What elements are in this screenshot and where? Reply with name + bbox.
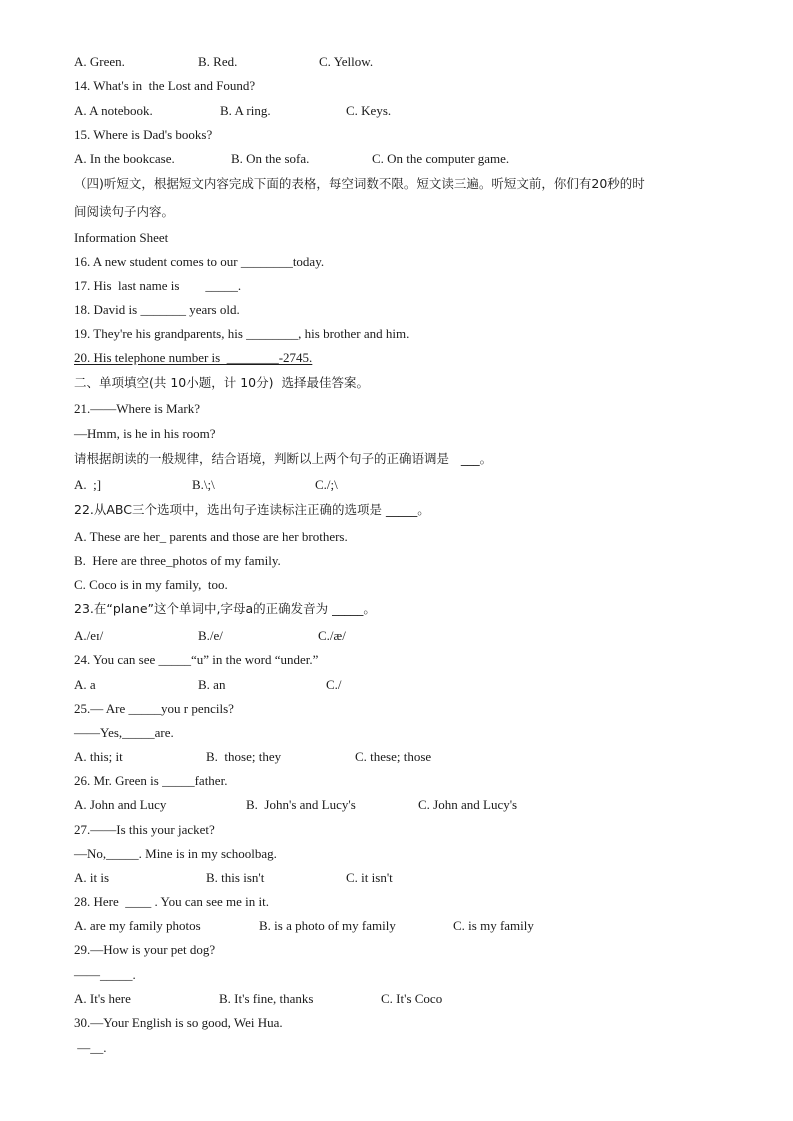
q30-reply: —__.	[74, 1040, 107, 1055]
q13-option-c: C. Yellow.	[319, 54, 374, 69]
q23-question: 23.在“plane”这个单词中,字母a的正确发音为 _____。	[74, 601, 376, 616]
q21-instruction: 请根据朗读的一般规律，结合语境，判断以上两个句子的正确语调是 ___。	[74, 451, 493, 466]
q28-question: 28. Here ____ . You can see me in it.	[74, 894, 269, 909]
q29-reply: ——_____.	[74, 967, 136, 982]
q28-option-c: C. is my family	[453, 918, 534, 933]
q24-option-c: C./	[326, 677, 342, 692]
q25-reply: ——Yes,_____are.	[74, 725, 174, 740]
q21-question: 21.——Where is Mark?	[74, 401, 200, 416]
q28-option-a: A. are my family photos	[74, 918, 201, 933]
part2-heading: 二、单项填空(共 10小题，计 10分) 选择最佳答案。	[74, 375, 369, 390]
q26-question: 26. Mr. Green is _____father.	[74, 773, 228, 788]
q13-option-b: B. Red.	[198, 54, 238, 69]
q25-question: 25.— Are _____you r pencils?	[74, 701, 234, 716]
q21-option-c: C./;\	[315, 477, 338, 492]
q13-option-a: A. Green.	[74, 54, 125, 69]
information-sheet-title: Information Sheet	[74, 230, 169, 245]
q25-option-b: B. those; they	[206, 749, 282, 764]
section4-instructions: （四)听短文，根据短文内容完成下面的表格，每空词数不限。短文读三遍。听短文前，你们有20秒的时	[74, 176, 645, 191]
q29-question: 29.—How is your pet dog?	[74, 942, 216, 957]
q26-option-b: B. John's and Lucy's	[246, 797, 356, 812]
q22-question: 22.从ABC三个选项中，选出句子连读标注正确的选项是 _____。	[74, 502, 430, 517]
q29-option-b: B. It's fine, thanks	[219, 991, 314, 1006]
q27-option-b: B. this isn't	[206, 870, 265, 885]
q27-option-a: A. it is	[74, 870, 110, 885]
q24-question: 24. You can see _____“u” in the word “under.”	[74, 652, 319, 667]
q15-option-c: C. On the computer game.	[372, 151, 510, 166]
q14-question: 14. What's in the Lost and Found?	[74, 78, 256, 93]
q14-option-c: C. Keys.	[346, 103, 392, 118]
q15-question: 15. Where is Dad's books?	[74, 127, 213, 142]
q15-option-b: B. On the sofa.	[231, 151, 310, 166]
q20-question: 20. His telephone number is ________-2745.	[74, 350, 313, 365]
q30-question: 30.—Your English is so good, Wei Hua.	[74, 1015, 283, 1030]
q27-option-c: C. it isn't	[346, 870, 393, 885]
q16-question: 16. A new student comes to our ________today.	[74, 254, 325, 269]
q28-option-b: B. is a photo of my family	[259, 918, 396, 933]
q15-option-a: A. In the bookcase.	[74, 151, 175, 166]
q18-question: 18. David is _______ years old.	[74, 302, 240, 317]
q23-option-c: C./æ/	[318, 628, 346, 643]
section4-instructions-cont: 间阅读句子内容。	[74, 204, 175, 219]
q21-option-a: A. ;]	[74, 477, 102, 492]
q23-option-b: B./e/	[198, 628, 223, 643]
q22-option-b: B. Here are three_photos of my family.	[74, 553, 281, 568]
q21-reply: —Hmm, is he in his room?	[74, 426, 216, 441]
q25-option-c: C. these; those	[355, 749, 432, 764]
q24-option-b: B. an	[198, 677, 226, 692]
q25-option-a: A. this; it	[74, 749, 123, 764]
q27-reply: —No,_____. Mine is in my schoolbag.	[74, 846, 277, 861]
q21-option-b: B.\;\	[192, 477, 215, 492]
q23-option-a: A./eɪ/	[74, 628, 104, 643]
q27-question: 27.——Is this your jacket?	[74, 822, 215, 837]
q22-option-a: A. These are her_ parents and those are her brothers.	[74, 529, 348, 544]
q26-option-a: A. John and Lucy	[74, 797, 167, 812]
q24-option-a: A. a	[74, 677, 96, 692]
q17-question: 17. His last name is _____.	[74, 278, 242, 293]
q19-question: 19. They're his grandparents, his ________, his brother and him.	[74, 326, 410, 341]
q14-option-b: B. A ring.	[220, 103, 271, 118]
q26-option-c: C. John and Lucy's	[418, 797, 518, 812]
q29-option-c: C. It's Coco	[381, 991, 443, 1006]
q14-option-a: A. A notebook.	[74, 103, 153, 118]
q22-option-c: C. Coco is in my family, too.	[74, 577, 228, 592]
q29-option-a: A. It's here	[74, 991, 131, 1006]
